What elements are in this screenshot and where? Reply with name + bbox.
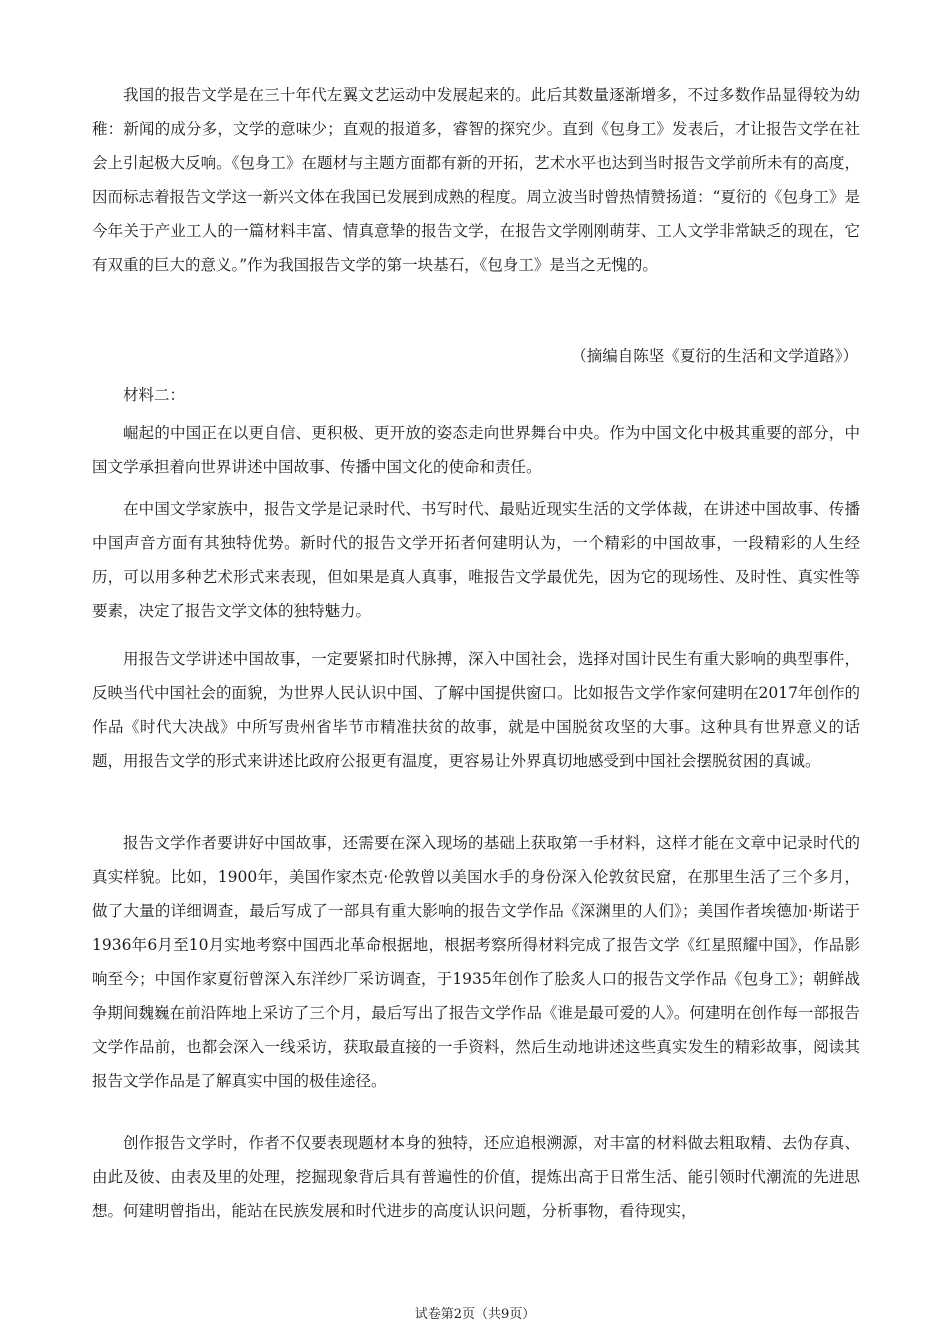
paragraph-2: 崛起的中国正在以更自信、更积极、更开放的姿态走向世界舞台中央。作为中国文化中极其重要的部分，中国文学承担着向世界讲述中国故事、传播中国文化的使命和责任。 <box>92 424 860 476</box>
source-citation: （摘编自陈坚《夏衍的生活和文学道路》） <box>571 347 858 365</box>
material-label: 材料二： <box>123 386 186 404</box>
paragraph-6: 创作报告文学时，作者不仅要表现题材本身的独特，还应追根溯源，对丰富的材料做去粗取精、去伪存真、由此及彼、由表及里的处理，挖掘现象背后具有普遍性的价值，提炼出高于日常生活、能引领时代潮流的先进思想。何建明曾指出，能站在民族发展和时代进步的高度认识问题，分析事物，看待现实， <box>92 1134 860 1220</box>
paragraph-1: 我国的报告文学是在三十年代左翼文艺运动中发展起来的。此后其数量逐渐增多，不过多数作品显得较为幼稚：新闻的成分多，文学的意味少；直观的报道多，睿智的探究少。直到《包身工》发表后，才让报告文学在社会上引起极大反响。《包身工》在题材与主题方面都有新的开拓，艺术水平也达到当时报告文学前所未有的高度，因而标志着报告文学这一新兴文体在我国已发展到成熟的程度。周立波当时曾热情赞扬道：“夏衍的《包身工》是今年关于产业工人的一篇材料丰富、情真意挚的报告文学，在报告文学刚刚萌芽、工人文学非常缺乏的现在，它有双重的巨大的意义。”作为我国报告文学的第一块基石，《包身工》是当之无愧的。 <box>92 86 860 274</box>
page-footer: 试卷第2页（共9页） <box>414 1307 536 1322</box>
paragraph-5: 报告文学作者要讲好中国故事，还需要在深入现场的基础上获取第一手材料，这样才能在文章中记录时代的真实样貌。比如，1900年，美国作家杰克·伦敦曾以美国水手的身份深入伦敦贫民窟，在那里生活了三个多月，做了大量的详细调查，最后写成了一部具有重大影响的报告文学作品《深渊里的人们》；美国作者埃德加·斯诺于1936年6月至10月实地考察中国西北革命根据地，根据考察所得材料完成了报告文学《红星照耀中国》，作品影响至今；中国作家夏衍曾深入东洋纱厂采访调查，于1935年创作了脍炙人口的报告文学作品《包身工》；朝鲜战争期间魏巍在前沿阵地上采访了三个月，最后写出了报告文学作品《谁是最可爱的人》。何建明在创作每一部报告文学作品前，也都会深入一线采访，获取最直接的一手资料，然后生动地讲述这些真实发生的精彩故事，阅读其报告文学作品是了解真实中国的极佳途径。 <box>92 834 860 1090</box>
paragraph-3: 在中国文学家族中，报告文学是记录时代、书写时代、最贴近现实生活的文学体裁，在讲述中国故事、传播中国声音方面有其独特优势。新时代的报告文学开拓者何建明认为，一个精彩的中国故事，一段精彩的人生经历，可以用多种艺术形式来表现，但如果是真人真事，唯报告文学最优先，因为它的现场性、及时性、真实性等要素，决定了报告文学文体的独特魅力。 <box>92 500 860 620</box>
paragraph-4: 用报告文学讲述中国故事，一定要紧扣时代脉搏，深入中国社会，选择对国计民生有重大影响的典型事件，反映当代中国社会的面貌，为世界人民认识中国、了解中国提供窗口。比如报告文学作家何建明在2017年创作的作品《时代大决战》中所写贵州省毕节市精准扶贫的故事，就是中国脱贫攻坚的大事。这种具有世界意义的话题，用报告文学的形式来讲述比政府公报更有温度，更容易让外界真切地感受到中国社会摆脱贫困的真诚。 <box>92 650 860 770</box>
